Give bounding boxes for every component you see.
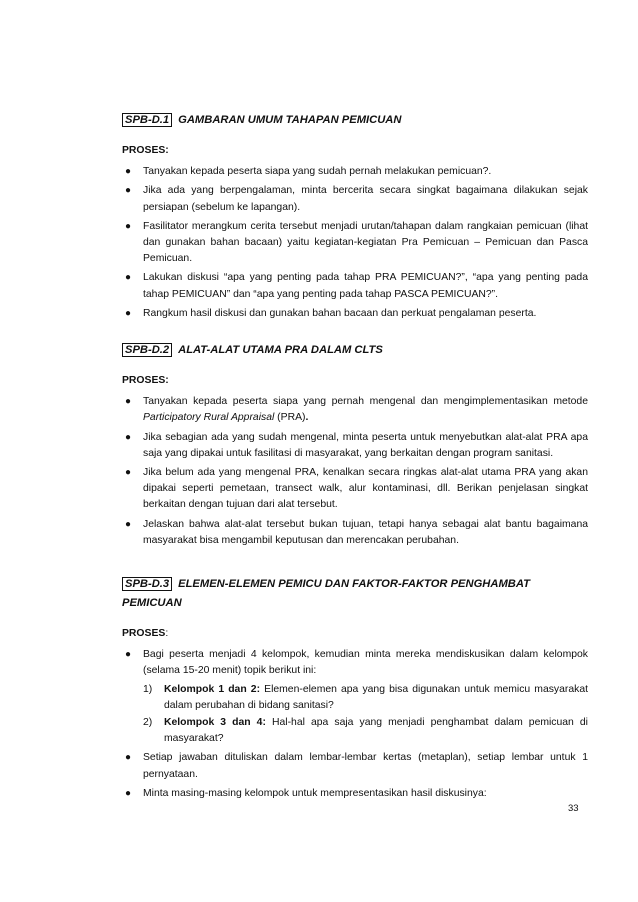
page-content: [122, 112, 588, 805]
bullet-icon: ●: [125, 396, 132, 408]
bullet-icon: ●: [125, 431, 132, 443]
list-item: ● Fasilitator merangkum cerita tersebut menjadi urutan/tahapan dalam rangkaian pemicuan (lihat dan gunakan bahan bacaan) yaitu kegiatan-kegiatan Pra Pemicuan – Pemicuan dan Pasca Pemicuan.: [125, 220, 588, 265]
list-item: ● Jelaskan bahwa alat-alat tersebut bukan tujuan, tetapi hanya sebagai alat bantu bagaimana masyarakat bisa mengambil keputusan dan merencakan perubahan.: [125, 518, 588, 546]
list-item: ● Tanyakan kepada peserta siapa yang pernah mengenal dan mengimplementasikan metode Participatory Rural Appraisal (PRA).: [125, 396, 588, 424]
italic-term: Participatory Rural Appraisal: [143, 412, 275, 424]
section-code: SPB-D.3: [122, 577, 172, 591]
bullet-icon: ●: [125, 752, 132, 764]
section-heading-d1: [122, 112, 588, 129]
list-item: ● Jika belum ada yang mengenal PRA, kenalkan secara ringkas alat-alat utama PRA yang akan dipakai seperti pemetaan, transect walk, alur kontaminasi, dll. Berikan penjelasan singkat berkaitan dengan tujuan dari alat tersebut.: [125, 467, 588, 511]
bullet-icon: ●: [125, 220, 132, 232]
sublist-item: 1) Kelompok 1 dan 2: Elemen-elemen apa yang bisa digunakan untuk memicu masyarakat dalam perubahan di bidang sanitasi?: [143, 683, 588, 711]
list-item: ● Tanyakan kepada peserta siapa yang sudah pernah melakukan pemicuan?.: [122, 164, 588, 180]
numbered-sublist: [143, 682, 588, 748]
section-code: SPB-D.2: [122, 343, 172, 357]
bullet-icon: ●: [125, 467, 132, 479]
list-item: ● Setiap jawaban dituliskan dalam lembar-lembar kertas (metaplan), setiap lembar untuk 1 pernyataan.: [125, 752, 588, 780]
proses-label: PROSES:: [122, 145, 169, 156]
bullet-icon: ●: [125, 787, 132, 799]
list-item: ● Lakukan diskusi “apa yang penting pada tahap PRA PEMICUAN?”, “apa yang penting pada tahap PEMICUAN” dan “apa yang penting pada tahap PASCA PEMICUAN?”.: [125, 272, 588, 300]
bullet-icon: ●: [125, 518, 132, 530]
proses-label: PROSES:: [122, 628, 169, 640]
section-heading-d3: [122, 576, 588, 593]
bullet-icon: ●: [125, 166, 132, 178]
bullet-icon: ●: [125, 307, 132, 319]
bullet-list-d3: [122, 647, 588, 802]
list-item: ● Minta masing-masing kelompok untuk mempresentasikan hasil diskusinya:: [122, 786, 588, 802]
section-title: GAMBARAN UMUM TAHAPAN PEMICUAN: [178, 114, 402, 126]
bullet-list-d1: [122, 164, 588, 322]
list-item: ● Jika ada yang berpengalaman, minta bercerita secara singkat bagaimana dilakukan sejak persiapan (sebelum ke lapangan).: [125, 185, 588, 213]
list-item: ● Bagi peserta menjadi 4 kelompok, kemudian minta mereka mendiskusikan dalam kelompok (selama 15-20 menit) topik berikut ini: 1) Kelompok 1 dan 2: Elemen-elemen apa yang bisa digunakan untuk memicu masyarakat dalam perubahan di bidang sanitasi? 2) Kelompok 3 dan 4: Hal-hal apa saja yang menjadi penghambat dalam pemicuan di masyarakat?: [122, 647, 588, 747]
section-title: ALAT-ALAT UTAMA PRA DALAM CLTS: [178, 344, 383, 357]
section-code: SPB-D.1: [122, 113, 172, 127]
list-item: ● Jika sebagian ada yang sudah mengenal, minta peserta untuk menyebutkan alat-alat PRA apa saja yang dipakai untuk fasilitasi di masyarakat, yang berkaitan dengan program sanitasi.: [125, 431, 588, 459]
section-heading-d2: [122, 342, 588, 359]
bullet-list-d2: [122, 394, 588, 549]
bullet-icon: ●: [125, 649, 132, 661]
section-title-line2: PEMICUAN: [122, 597, 182, 610]
list-item: ● Rangkum hasil diskusi dan gunakan bahan bacaan dan perkuat pengalaman peserta.: [122, 306, 588, 322]
sublist-item: 2) Kelompok 3 dan 4: Hal-hal apa saja yang menjadi penghambat dalam pemicuan di masyarakat?: [143, 717, 588, 745]
bullet-icon: ●: [125, 185, 132, 197]
proses-label: PROSES:: [122, 375, 169, 387]
section-title: ELEMEN-ELEMEN PEMICU DAN FAKTOR-FAKTOR PENGHAMBAT: [178, 578, 530, 591]
page-number: 33: [568, 803, 579, 814]
bullet-icon: ●: [125, 272, 132, 284]
